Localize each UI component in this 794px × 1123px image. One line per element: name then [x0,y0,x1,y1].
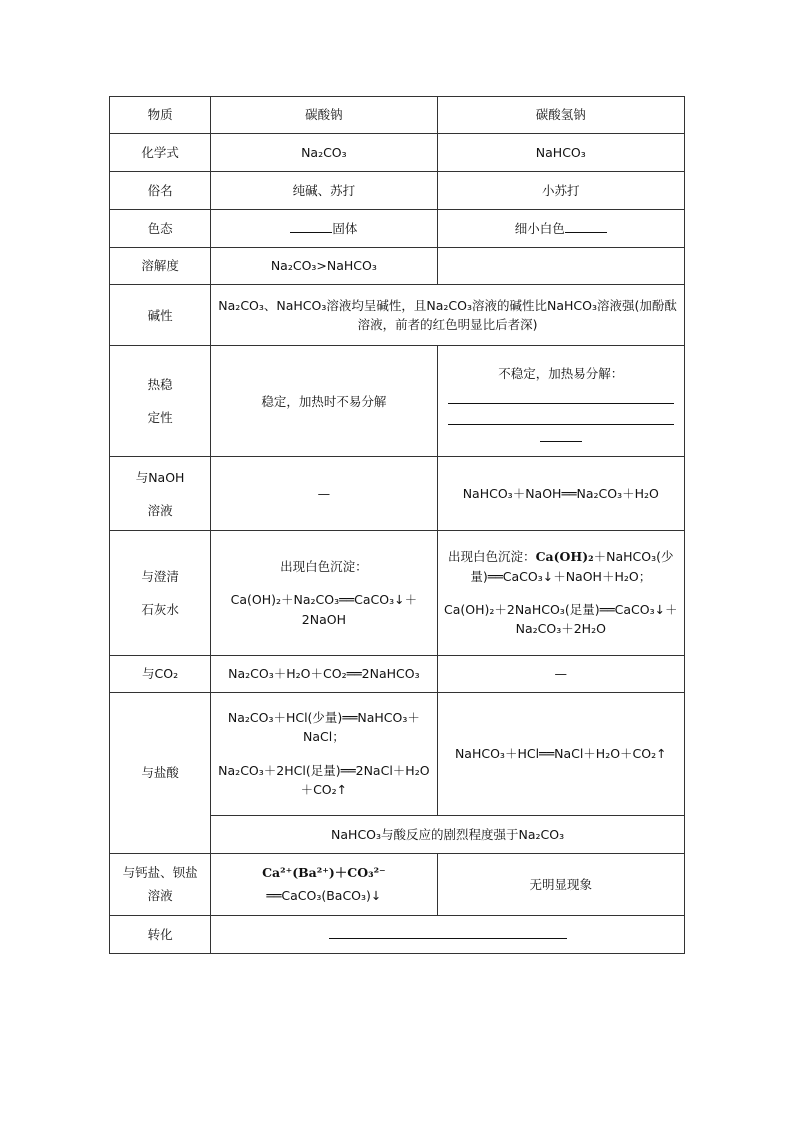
row-label-naoh [110,457,211,531]
cell-salts-na2co3 [211,853,437,915]
label-line: 与澄清 [141,568,179,584]
table-row [110,285,685,346]
header-label: 物质 [110,97,211,134]
table-row [110,853,685,915]
answer-blank [448,393,674,404]
cell-solubility-empty [437,248,684,285]
thermal-intro: 不稳定，加热易分解： [498,366,624,382]
row-label-conversion: 转化 [110,915,211,953]
row-label-salts [110,853,211,915]
table-row [110,531,685,655]
cell-thermal-nahco3 [437,346,684,457]
cell-formula-na2co3: Na₂CO₃ [211,134,437,172]
cell-common-name-na2co3: 纯碱、苏打 [211,172,437,210]
cell-formula-nahco3: NaHCO₃ [437,134,684,172]
appearance-suffix: 固体 [332,220,358,236]
salts-product: ══CaCO₃(BaCO₃)↓ [266,888,382,904]
cell-thermal-na2co3: 稳定，加热时不易分解 [211,346,437,457]
header-sodium-bicarbonate: 碳酸氢钠 [437,97,684,134]
table-row [110,457,685,531]
cell-limewater-nahco3 [437,531,684,655]
label-line: 溶液 [147,888,173,904]
row-label-thermal [110,346,211,457]
row-label-appearance: 色态 [110,210,211,248]
label-line: 与钙盐、钡盐 [122,864,198,880]
row-label-common-name: 俗名 [110,172,211,210]
hcl-equation-small: Na₂CO₃＋HCl(少量)══NaHCO₃＋NaCl； [227,709,420,745]
table-row [110,97,685,134]
header-sodium-carbonate: 碳酸钠 [211,97,437,134]
cell-basicity: Na₂CO₃、NaHCO₃溶液均呈碱性，且Na₂CO₃溶液的碱性比NaHCO₃溶液强(加酚酞溶液，前者的红色明显比后者深) [211,285,685,346]
row-label-basicity: 碱性 [110,285,211,346]
label-line: 与NaOH [135,469,185,485]
label-line: 石灰水 [141,601,179,617]
limewater-equation-small [442,547,680,586]
salts-ions: Ca²⁺(Ba²⁺)＋CO₃²⁻ [262,864,386,880]
cell-naoh-nahco3: NaHCO₃＋NaOH══Na₂CO₃＋H₂O [437,457,684,531]
appearance-prefix: 细小白色 [514,220,565,236]
cell-solubility: Na₂CO₃>NaHCO₃ [211,248,437,285]
row-label-limewater [110,531,211,655]
table-row [110,172,685,210]
cell-co2-nahco3: — [437,655,684,692]
hcl-equation-large: Na₂CO₃＋2HCl(足量)══2NaCl＋H₂O＋CO₂↑ [218,762,430,798]
table-row [110,346,685,457]
table-row [110,655,685,692]
row-label-solubility: 溶解度 [110,248,211,285]
cell-limewater-na2co3 [211,531,437,655]
cell-co2-na2co3: Na₂CO₃＋H₂O＋CO₂══2NaHCO₃ [211,655,437,692]
limewater-intro: 出现白色沉淀： [280,558,368,574]
table-row [110,915,685,953]
cell-common-name-nahco3: 小苏打 [437,172,684,210]
cell-naoh-na2co3: — [211,457,437,531]
limewater-intro-2: 出现白色沉淀： [448,549,536,565]
cell-conversion [211,915,685,953]
answer-blank [329,928,567,939]
limewater-equation: Ca(OH)₂＋Na₂CO₃══CaCO₃↓＋2NaOH [230,592,418,627]
table-row [110,692,685,815]
cell-appearance-nahco3 [437,210,684,248]
table-row [110,248,685,285]
cell-hcl-nahco3: NaHCO₃＋HCl══NaCl＋H₂O＋CO₂↑ [437,692,684,815]
cell-hcl-compare: NaHCO₃与酸反应的剧烈程度强于Na₂CO₃ [211,815,685,853]
cell-salts-nahco3: 无明显现象 [437,853,684,915]
answer-blank [540,433,582,442]
limewater-equation-large: Ca(OH)₂＋2NaHCO₃(足量)══CaCO₃↓＋Na₂CO₃＋2H₂O [443,601,678,637]
answer-blank [565,220,607,233]
limewater-rest: ＋NaHCO₃(少量)══CaCO₃↓＋NaOH＋H₂O； [470,549,674,584]
label-line: 溶液 [147,502,173,518]
comparison-table [109,96,685,954]
row-label-co2: 与CO₂ [110,655,211,692]
answer-blank [448,414,674,425]
cell-hcl-na2co3 [211,692,437,815]
table-row [110,134,685,172]
limewater-bold: Ca(OH)₂ [535,549,594,565]
table-row [110,210,685,248]
answer-blank [290,220,332,233]
label-line: 热稳 [147,376,173,392]
label-line: 定性 [147,410,173,426]
row-label-formula: 化学式 [110,134,211,172]
cell-appearance-na2co3 [211,210,437,248]
row-label-hcl: 与盐酸 [110,692,211,853]
